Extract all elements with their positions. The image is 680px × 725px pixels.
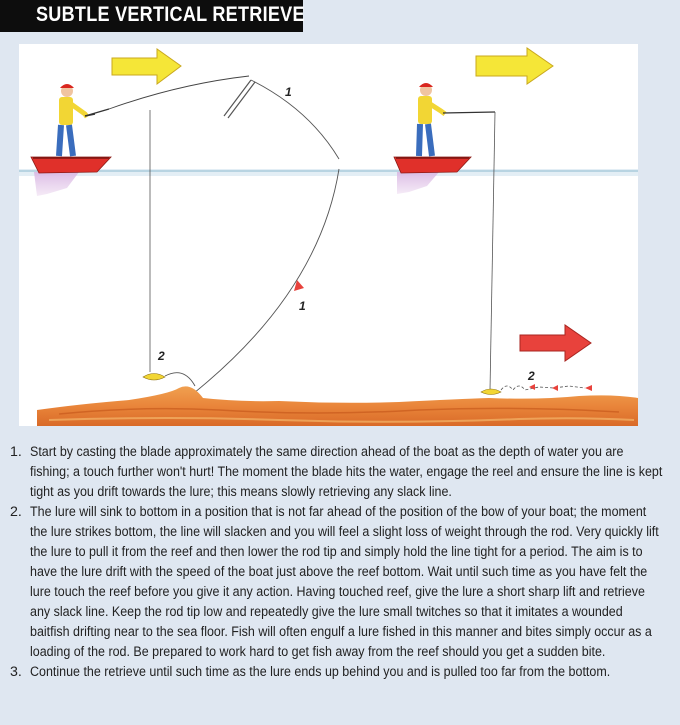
step-text: The lure will sink to bottom in a position that is not far ahead of the position of the bow of your boat; the moment the lure strikes bottom, the line will slacken and you will feel a slight loss of weight through the rod. Very quickly lift the lure to pull it from the reef and then lower the rod tip and simply hold the line tight for a period. The aim is to have the lure drift with the speed of the boat just above the reef bottom. Wait until such time as you have felt the lure touch the reef before you give it any action. Having touched reef, give the lure a short sharp lift and retrieve any slack line. Keep the rod tip low and repeatedly give the lure small twitches so that it imitates a wounded baitfish drifting near to the sea floor. Fish will often engulf a lure fished in this manner and bites simply occur as a loading of the rod. Be prepared to work hard to get fish away from the reef should you get a sudden bite. <box>30 504 659 660</box>
lure-marker-2-left: 2 <box>158 349 165 363</box>
cast-marker-1: 1 <box>285 85 292 99</box>
drift-arrow-right <box>476 48 553 84</box>
instructions-list <box>10 442 666 682</box>
rod-left <box>85 109 109 116</box>
twitch-path <box>501 386 585 390</box>
retrieve-illustration <box>19 44 638 426</box>
cast-arc <box>251 80 339 159</box>
sinking-line <box>189 169 339 397</box>
right-scene <box>394 48 592 395</box>
page-title: SUBTLE VERTICAL RETRIEVE <box>36 3 305 26</box>
water-surface <box>19 169 638 176</box>
left-scene <box>31 49 339 397</box>
line-marker-1: 1 <box>299 299 306 313</box>
drift-arrow-left <box>112 49 181 84</box>
reef <box>37 386 638 426</box>
step-number: 1. <box>10 444 22 460</box>
step-number: 3. <box>10 664 22 680</box>
list-item <box>10 662 666 682</box>
vertical-line-right <box>490 112 495 390</box>
list-item <box>10 502 666 662</box>
retrieve-arrow <box>520 325 591 361</box>
angler-left <box>59 84 95 156</box>
angler-right <box>418 83 445 156</box>
list-item <box>10 442 666 502</box>
header <box>0 0 680 32</box>
step-text: Continue the retrieve until such time as the lure ends up behind you and is pulled too far from the bottom. <box>30 664 611 680</box>
step-text: Start by casting the blade approximately the same direction ahead of the boat as the depth of water you are fishing; a touch further won't hurt! The moment the blade hits the water, engage the reel and ensure the line is kept tight as you drift towards the lure; this means slowly retrieving any slack line. <box>30 444 663 500</box>
lure-left <box>143 374 165 381</box>
step-number: 2. <box>10 504 22 520</box>
boat-left <box>31 157 111 196</box>
lure-marker-2-right: 2 <box>528 369 535 383</box>
cast-line <box>109 76 249 109</box>
illustration-canvas <box>19 44 638 426</box>
lure-right <box>481 389 501 395</box>
rod-right <box>443 112 495 113</box>
